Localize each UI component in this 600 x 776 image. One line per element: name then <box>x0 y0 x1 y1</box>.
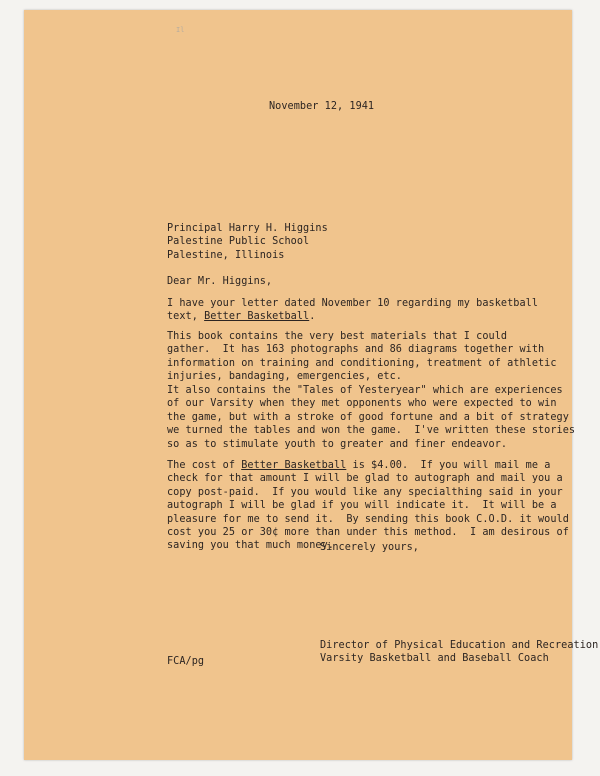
text-prefix: The cost of <box>167 460 242 471</box>
paragraph-2-line-2: gather. It has 163 photographs and 86 diagrams together with <box>167 344 545 356</box>
paragraph-3-line-5: so as to stimulate youth to greater and finer endeavor. <box>167 438 508 450</box>
paragraph-2-line-1: This book contains the very best materials that I could <box>167 331 508 342</box>
paragraph-2-line-4: injuries, bandaging, emergencies, etc. <box>167 371 402 383</box>
salutation: Dear Mr. Higgins, <box>167 276 273 287</box>
header-mark: Il <box>176 26 185 34</box>
paragraph-4-line-4: autograph I will be glad if you will indicate it. It will be a <box>167 500 557 512</box>
book-title: Better Basketball <box>204 311 310 323</box>
paragraph-4-line-7: saving you that much money. <box>167 540 334 552</box>
letter-date: November 12, 1941 <box>269 101 375 112</box>
signature-title-1: Director of Physical Education and Recreation <box>320 640 599 651</box>
paragraph-1-line-1: I have your letter dated November 10 regarding my basketball <box>167 298 539 309</box>
recipient-name: Principal Harry H. Higgins <box>167 223 328 234</box>
closing: Sincerely yours, <box>320 542 419 553</box>
book-title: Better Basketball <box>241 460 347 471</box>
text-prefix: text, <box>167 311 205 323</box>
paragraph-4-line-1 <box>167 459 550 472</box>
paragraph-4-line-3: copy post-paid. If you would like any specialthing said in your <box>167 486 563 498</box>
paragraph-3-line-1: It also contains the "Tales of Yesteryear" which are experiences <box>167 385 563 396</box>
paragraph-1-line-2 <box>167 310 315 323</box>
text-suffix: is $4.00. If you will mail me a <box>346 460 551 471</box>
recipient-school: Palestine Public School <box>167 236 310 248</box>
paragraph-2-line-3: information on training and conditioning, treatment of athletic <box>167 357 557 369</box>
signature-title-2: Varsity Basketball and Baseball Coach <box>320 653 549 665</box>
paragraph-4-line-5: pleasure for me to send it. By sending this book C.O.D. it would <box>167 513 569 525</box>
paragraph-4-line-2: check for that amount I will be glad to autograph and mail you a <box>167 473 563 485</box>
paragraph-3-line-2: of our Varsity when they met opponents who were expected to win <box>167 398 557 410</box>
typist-initials: FCA/pg <box>167 656 205 667</box>
paragraph-4-line-6: cost you 25 or 30¢ more than under this method. I am desirous of <box>167 527 569 538</box>
recipient-city: Palestine, Illinois <box>167 249 285 261</box>
paragraph-3-line-4: we turned the tables and won the game. I've written these stories <box>167 425 576 437</box>
paragraph-3-line-3: the game, but with a stroke of good fortune and a bit of strategy <box>167 411 569 423</box>
text-suffix: . <box>309 311 316 323</box>
